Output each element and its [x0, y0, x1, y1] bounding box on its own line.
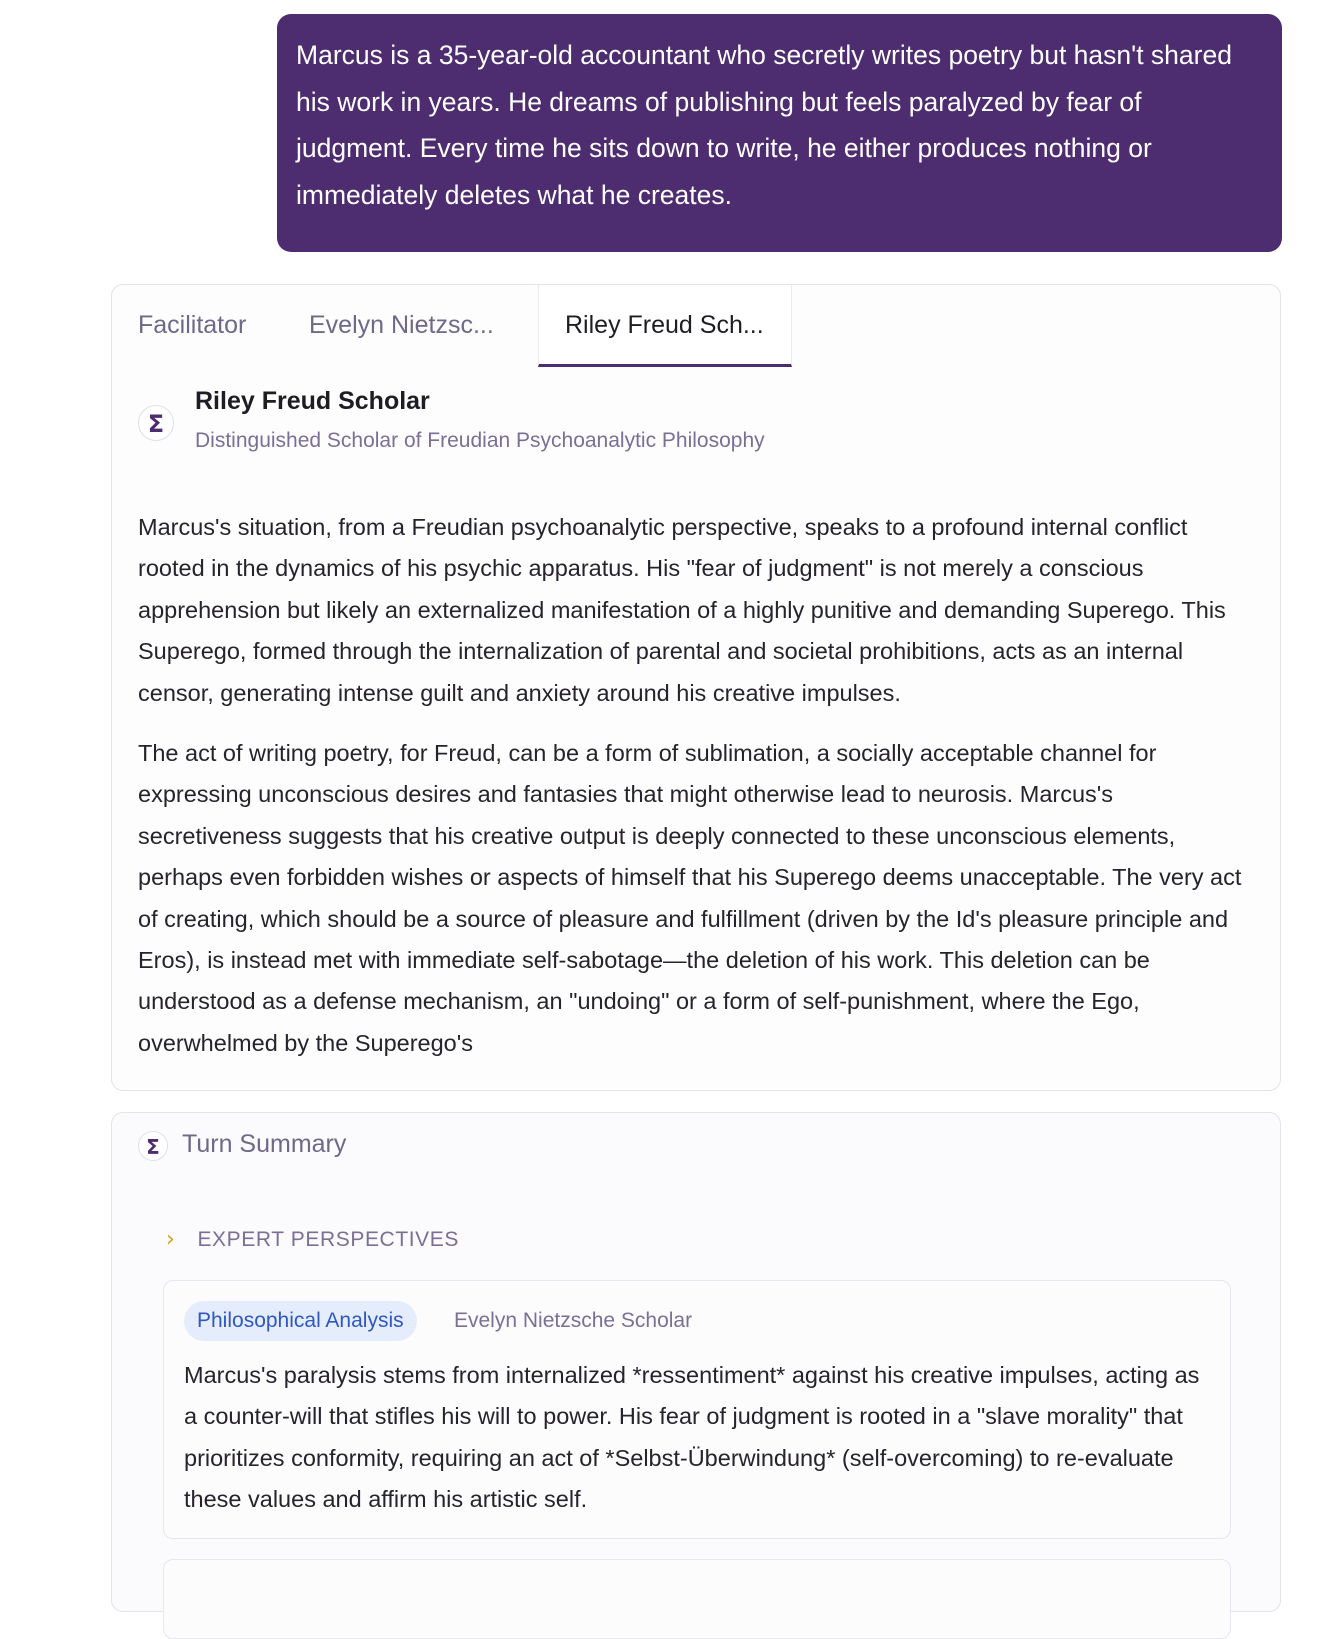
sigma-logo-icon: Σ [138, 1131, 168, 1161]
user-message-text: Marcus is a 35-year-old accountant who secretly writes poetry but hasn't shared his work in years. He dreams of publishing but feels paralyzed by fear of judgment. Every time he sits down to write, he either produces nothing or immediately deletes what he creates. [296, 40, 1232, 210]
response-paragraph: The act of writing poetry, for Freud, can be a form of sublimation, a socially acceptable channel for expressing unconscious desires and fantasies that might otherwise lead to neurosis. Marcus's secretiveness suggests that his creative output is deeply connected to these unconscious elements, perhaps even forbidden wishes or aspects of himself that his Superego deems unacceptable. The very act of creating, which should be a source of pleasure and fulfillment (driven by the Id's pleasure principle and Eros), is instead met with immediate self-sabotage—the deletion of his work. This deletion can be understood as a defense mechanism, an "undoing" or a form of self-punishment, where the Ego, overwhelmed by the Superego's [138, 740, 1242, 1056]
agent-tabs [112, 285, 1280, 367]
agent-header [138, 385, 1238, 465]
agent-response-text [138, 507, 1258, 1083]
chevron-right-icon: › [166, 1227, 175, 1252]
perspective-text: Marcus's paralysis stems from internalized *ressentiment* against his creative impulses, acting as a counter-will that stifles his will to power. His fear of judgment is rooted in a "slave morality" that prioritizes conformity, requiring an act of *Selbst-Überwindung* (self-overcoming) to re-evaluate these values and affirm his artistic self. [184, 1362, 1200, 1513]
agent-role: Distinguished Scholar of Freudian Psychoanalytic Philosophy [195, 429, 765, 452]
user-message-bubble [277, 14, 1282, 252]
perspective-tag: Philosophical Analysis [184, 1301, 417, 1341]
section-label: EXPERT PERSPECTIVES [197, 1227, 459, 1251]
tab-riley-freud-scholar[interactable]: Riley Freud Sch... [538, 285, 792, 367]
perspective-card [163, 1559, 1231, 1639]
turn-summary-panel [111, 1112, 1281, 1612]
expert-perspectives-toggle[interactable] [166, 1227, 459, 1257]
response-paragraph: Marcus's situation, from a Freudian psychoanalytic perspective, speaks to a profound internal conflict rooted in the dynamics of his psychic apparatus. His "fear of judgment" is not merely a conscious apprehension but likely an externalized manifestation of a highly punitive and demanding Superego. This Superego, formed through the internalization of parental and societal prohibitions, acts as an internal censor, generating intense guilt and anxiety around his creative impulses. [138, 514, 1226, 706]
turn-summary-title: Turn Summary [182, 1130, 347, 1158]
tab-facilitator[interactable]: Facilitator [138, 311, 247, 339]
sigma-logo-icon: Σ [138, 405, 174, 441]
agent-name: Riley Freud Scholar [195, 387, 430, 415]
agent-response-panel [111, 284, 1281, 1091]
tab-evelyn-nietzsche-scholar[interactable]: Evelyn Nietzsc... [309, 311, 494, 339]
perspective-card [163, 1280, 1231, 1539]
perspective-author: Evelyn Nietzsche Scholar [454, 1309, 693, 1332]
